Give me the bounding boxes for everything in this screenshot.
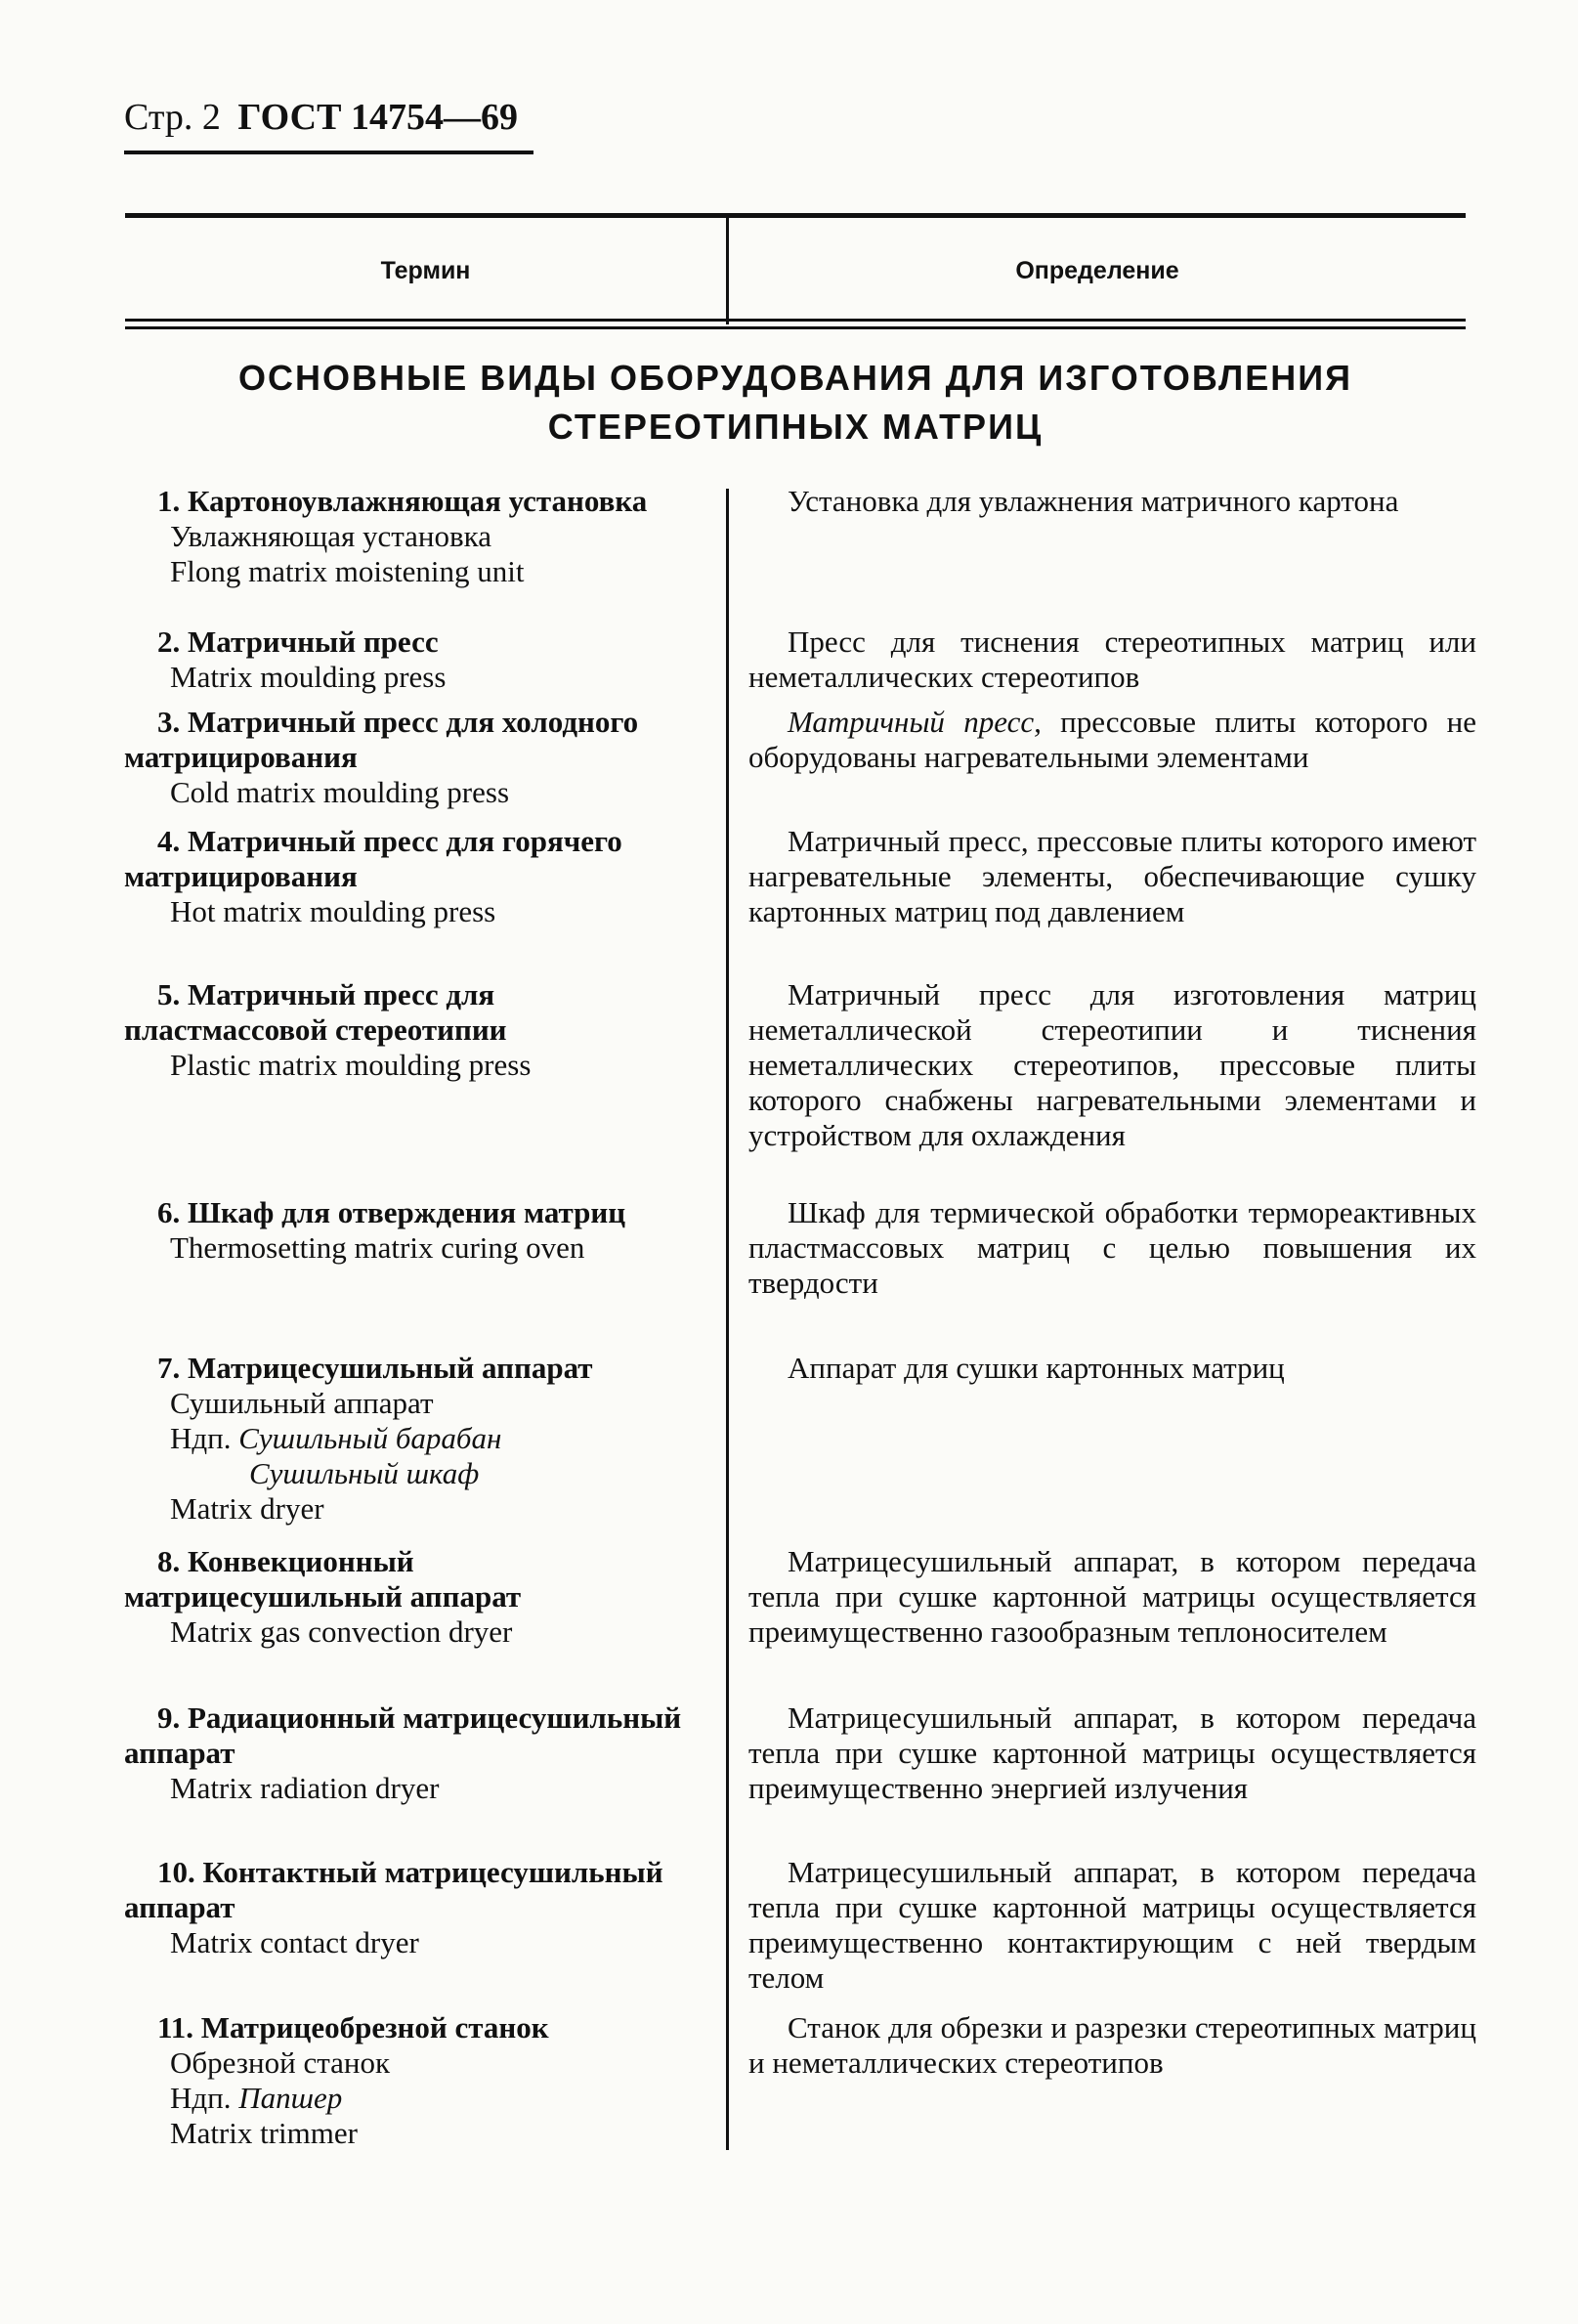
- column-header-term: Термин: [380, 257, 471, 284]
- term-cell: [124, 624, 686, 695]
- definition-cell: [748, 484, 1476, 519]
- term-english: Matrix dryer: [170, 1491, 324, 1526]
- term-title: 7. Матрицесушильный аппарат: [157, 1351, 593, 1385]
- term-cell: [124, 1700, 686, 1806]
- definition-text: Матрицесушильный аппарат, в котором передача тепла при сушке картонной матрицы осуществляется преимущественно энергией излучения: [748, 1700, 1476, 1805]
- page-label: Стр. 2: [124, 97, 221, 138]
- section-title-line-2: СТЕРЕОТИПНЫХ МАТРИЦ: [547, 407, 1044, 447]
- term-english: Flong matrix moistening unit: [170, 554, 525, 588]
- definition-text: Аппарат для сушки картонных матриц: [788, 1351, 1285, 1385]
- definition-text: Матричный пресс, прессовые плиты которого имеют нагревательные элементы, обеспечивающие сушку картонных матриц под давлением: [748, 824, 1476, 928]
- term-title: 8. Конвекционный матрицесушильный аппарат: [124, 1544, 522, 1614]
- standard-number: ГОСТ 14754—69: [237, 97, 518, 138]
- term-title: 5. Матричный пресс для пластмассовой стереотипии: [124, 977, 507, 1047]
- term-english: Hot matrix moulding press: [170, 894, 496, 928]
- definition-cell: [748, 1700, 1476, 1806]
- definition-cell: [748, 1544, 1476, 1650]
- section-title-line-1: ОСНОВНЫЕ ВИДЫ ОБОРУДОВАНИЯ ДЛЯ ИЗГОТОВЛЕНИЯ: [238, 358, 1352, 398]
- term-english: Matrix contact dryer: [170, 1925, 419, 1959]
- term-title: 3. Матричный пресс для холодного матрицирования: [124, 705, 639, 774]
- term-title: 11. Матрицеобрезной станок: [157, 2010, 549, 2044]
- term-cell: [124, 1855, 686, 1960]
- term-english: Matrix gas convection dryer: [170, 1614, 513, 1649]
- term-english: Matrix radiation dryer: [170, 1771, 440, 1805]
- definition-italic: Матричный пресс,: [788, 705, 1042, 739]
- term-english: Matrix trimmer: [170, 2116, 358, 2150]
- definition-cell: [748, 1195, 1476, 1301]
- definition-text: Матричный пресс, прессовые плиты которого не оборудованы нагревательными элементами: [748, 705, 1476, 774]
- term-cell: [124, 484, 686, 589]
- term-cell: [124, 1544, 686, 1650]
- term-synonym: Увлажняющая установка: [170, 519, 491, 553]
- definition-text: Матрицесушильный аппарат, в котором передача тепла при сушке картонной матрицы осуществляется преимущественно газообразным теплоносителем: [748, 1544, 1476, 1649]
- definition-text: Шкаф для термической обработки термореактивных пластмассовых матриц с целью повышения их твердости: [748, 1195, 1476, 1300]
- column-header-definition: Определение: [1015, 257, 1179, 284]
- term-cell: [124, 824, 686, 929]
- definition-cell: [748, 977, 1476, 1153]
- definition-text: Пресс для тиснения стереотипных матриц или неметаллических стереотипов: [748, 624, 1476, 694]
- term-english: Cold matrix moulding press: [170, 775, 510, 809]
- definition-text: Матрицесушильный аппарат, в котором передача тепла при сушке картонной матрицы осуществляется преимущественно контактирующим с ней твердым телом: [748, 1855, 1476, 1995]
- term-title: 2. Матричный пресс: [157, 624, 439, 659]
- term-title: 10. Контактный матрицесушильный аппарат: [124, 1855, 663, 1924]
- term-english: Thermosetting matrix curing oven: [170, 1230, 585, 1265]
- not-allowed-term: Папшер: [238, 2081, 343, 2115]
- table-header-top-rule: [125, 213, 1466, 218]
- definition-text: Установка для увлажнения матричного картона: [788, 484, 1399, 518]
- not-allowed-term: Сушильный барабан: [238, 1421, 502, 1455]
- definition-text: Станок для обрезки и разрезки стереотипных матриц и неметаллических стереотипов: [748, 2010, 1476, 2080]
- term-synonym: Обрезной станок: [170, 2045, 391, 2080]
- definition-cell: [748, 1855, 1476, 1996]
- table-header-bottom-rule-2: [125, 326, 1466, 329]
- term-title: 4. Матричный пресс для горячего матрицирования: [124, 824, 622, 893]
- page-header: [124, 94, 518, 141]
- term-synonym: Сушильный аппарат: [170, 1386, 434, 1420]
- term-not-allowed: Ндп. Сушильный барабан Сушильный шкаф: [124, 1421, 686, 1491]
- section-title: [125, 354, 1466, 452]
- term-cell: [124, 2010, 686, 2151]
- definition-cell: [748, 705, 1476, 775]
- term-title: 9. Радиационный матрицесушильный аппарат: [124, 1700, 682, 1770]
- term-title: 1. Картоноувлажняющая установка: [157, 484, 648, 518]
- table-header-bottom-rule: [125, 319, 1466, 322]
- term-not-allowed: Ндп. Папшер: [170, 2081, 343, 2115]
- term-cell: [124, 1351, 686, 1527]
- term-english: Plastic matrix moulding press: [170, 1048, 532, 1082]
- term-english: Matrix moulding press: [170, 660, 447, 694]
- term-cell: [124, 1195, 686, 1266]
- header-underline: [124, 151, 533, 154]
- definition-cell: [748, 624, 1476, 695]
- column-divider: [726, 489, 729, 2150]
- term-cell: [124, 977, 686, 1083]
- definition-cell: [748, 2010, 1476, 2081]
- definition-text: Матричный пресс для изготовления матриц неметаллической стереотипии и тиснения неметаллических стереотипов, прессовые плиты которого снабжены нагревательными элементами и устройством для охлаждения: [748, 977, 1476, 1152]
- definition-cell: [748, 1351, 1476, 1386]
- term-title: 6. Шкаф для отверждения матриц: [157, 1195, 626, 1229]
- definition-cell: [748, 824, 1476, 929]
- term-cell: [124, 705, 686, 810]
- not-allowed-term: Сушильный шкаф: [249, 1456, 480, 1490]
